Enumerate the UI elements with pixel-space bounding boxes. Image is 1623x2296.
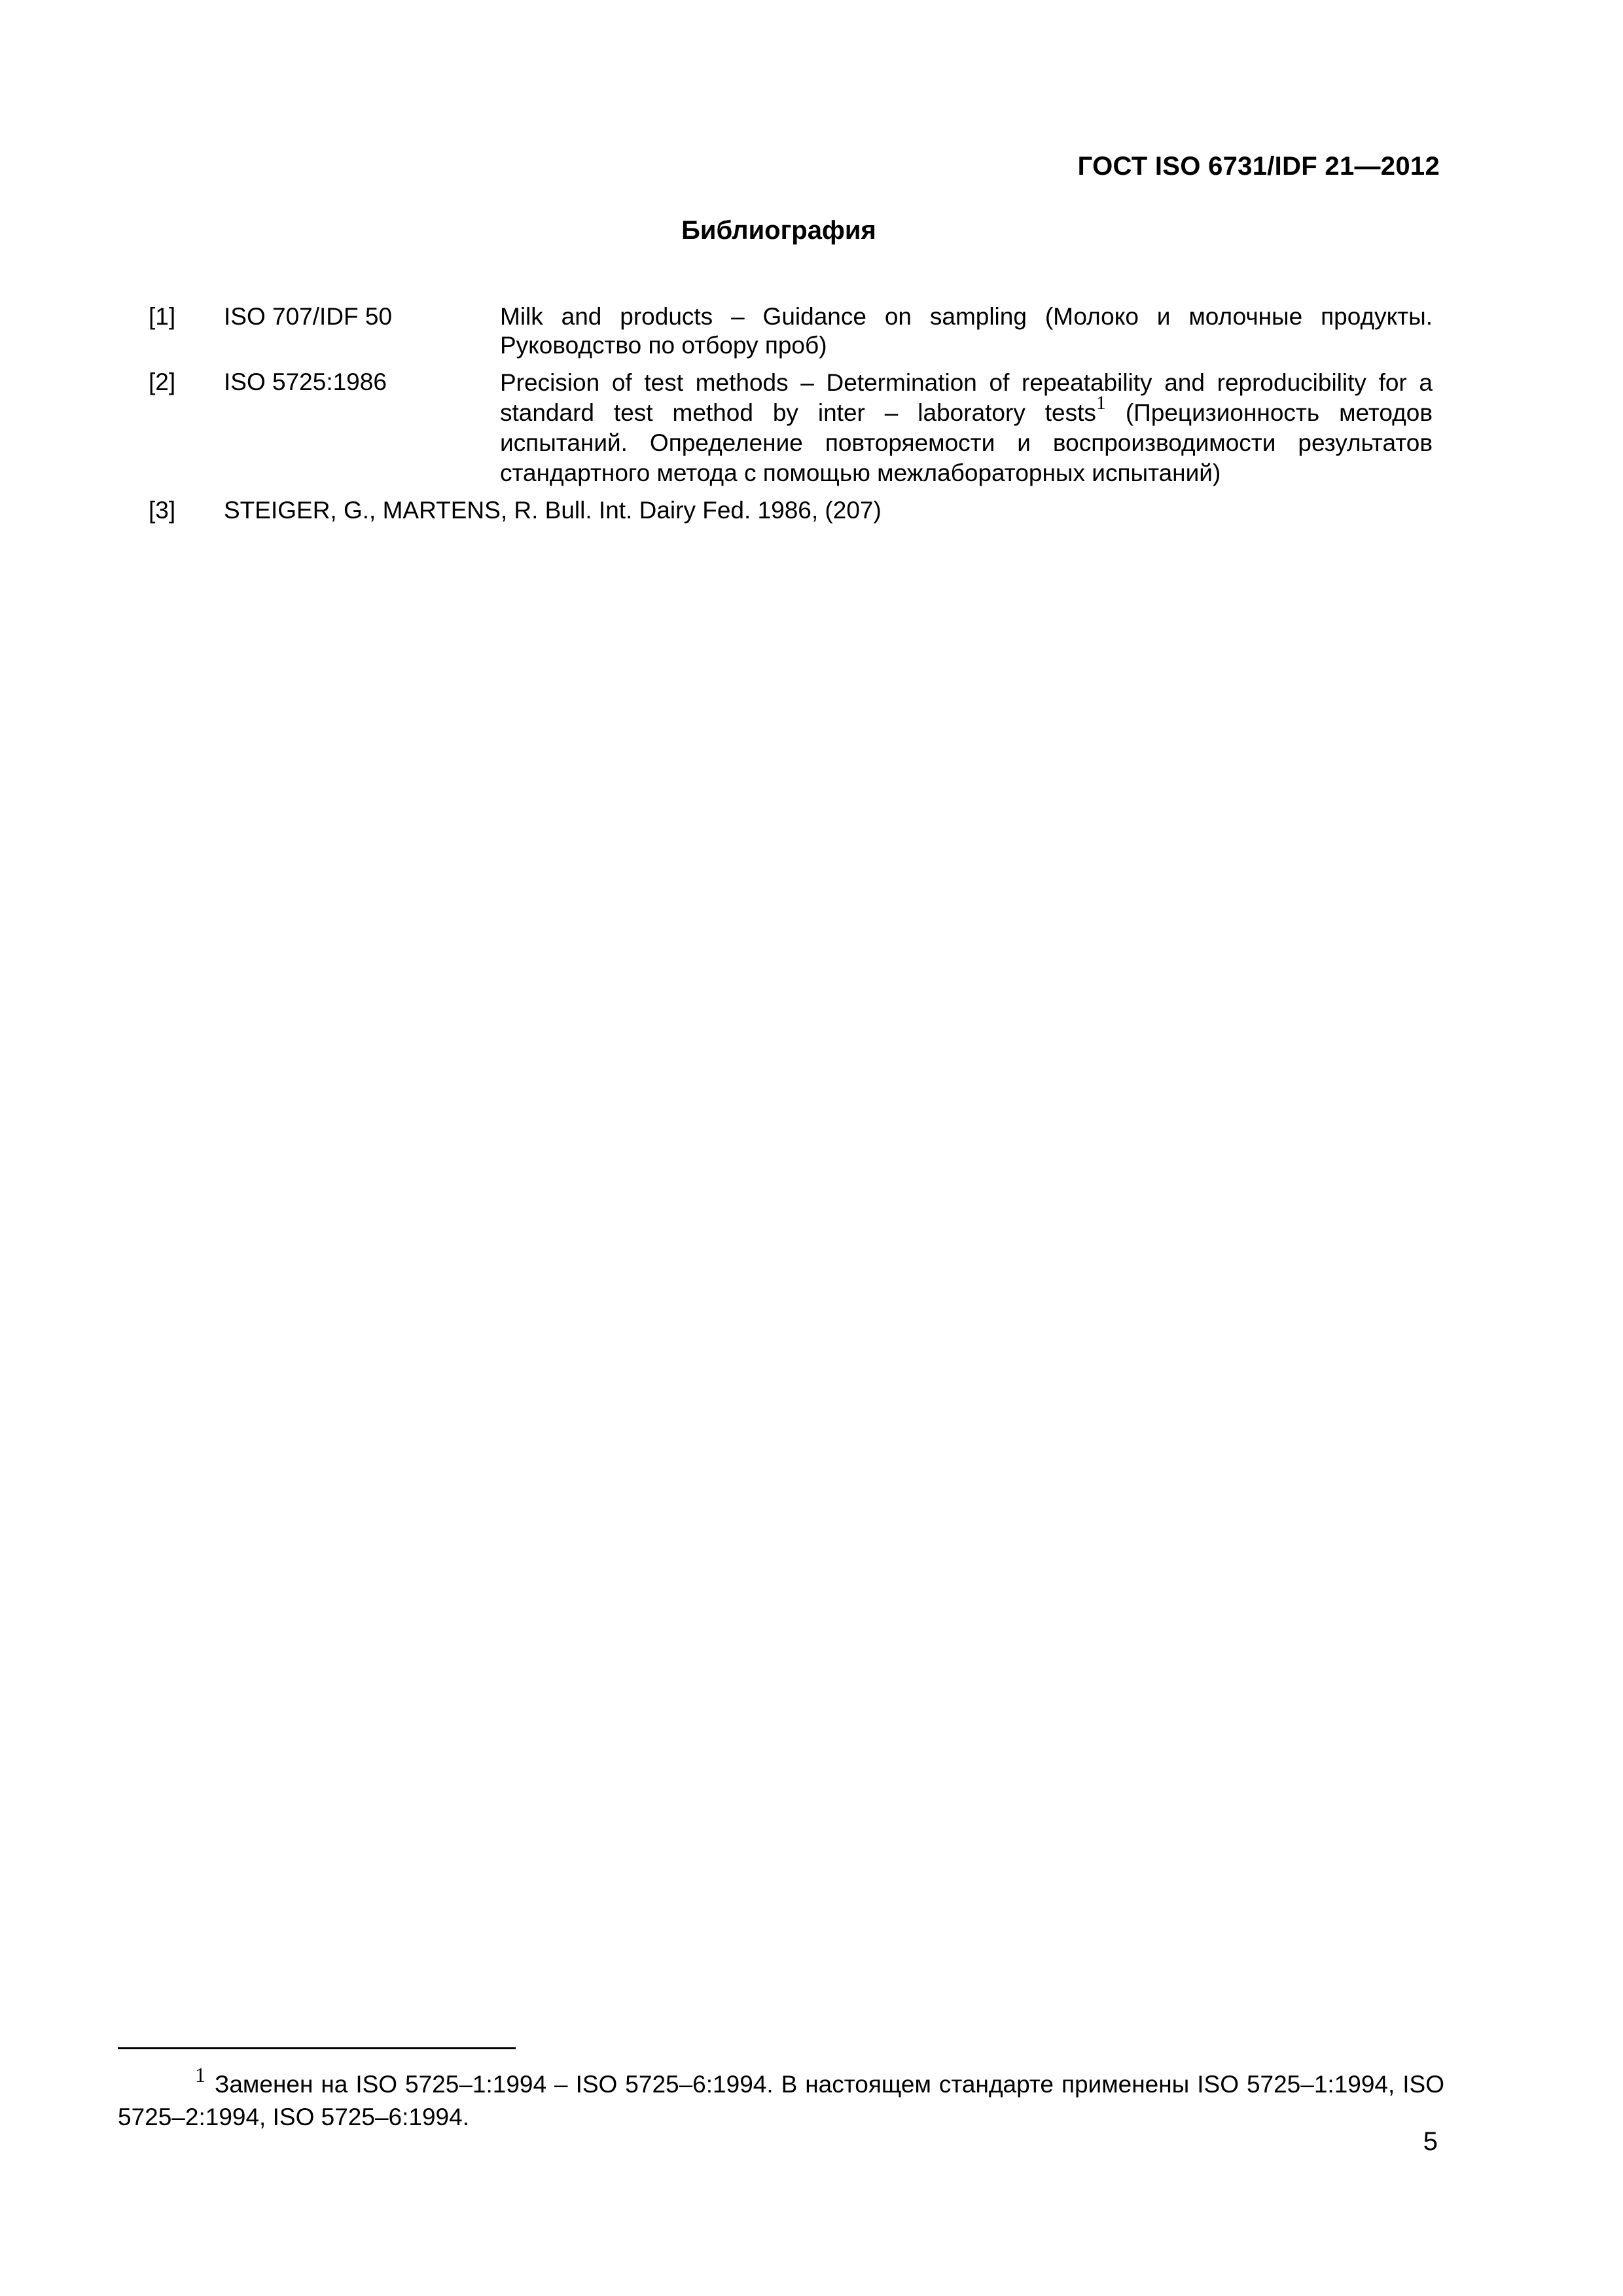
- entry-text-main: Precision of test methods – Determination of repeatability and reproducibility for a standard test method by inter – laboratory tests: [500, 369, 1433, 426]
- footnote-separator: [118, 2047, 516, 2049]
- page-number: 5: [1423, 2127, 1438, 2156]
- page-title: Библиография: [681, 216, 876, 245]
- entry-code: ISO 707/IDF 50: [224, 303, 393, 330]
- entry-code: ISO 5725:1986: [224, 368, 387, 395]
- bibliography-entry: [149, 496, 1433, 525]
- entry-number: [1]: [149, 303, 176, 330]
- entry-number: [2]: [149, 368, 176, 395]
- entry-number: [3]: [149, 497, 176, 524]
- bibliography-entry: [149, 302, 1433, 360]
- entry-text: Milk and products – Guidance on sampling (Молоко и молочные продукты. Руководство по отбору проб): [500, 303, 1433, 359]
- footnote-reference: 1: [1096, 392, 1106, 414]
- entry-text: STEIGER, G., MARTENS, R. Bull. Int. Dairy Fed. 1986, (207): [224, 497, 882, 524]
- footnote: [118, 2063, 1444, 2134]
- bibliography-list: [149, 302, 1433, 530]
- footnote-marker: 1: [195, 2063, 205, 2087]
- bibliography-entry: [149, 368, 1433, 488]
- entry-text-translation: (Прецизионность методов испытаний. Определение повторяемости и воспроизводимости результатов стандартного метода с помощью межлабораторных испытаний): [500, 399, 1433, 486]
- document-code: ГОСТ ISO 6731/IDF 21—2012: [1077, 152, 1440, 181]
- footnote-text: Заменен на ISO 5725–1:1994 – ISO 5725–6:1994. В настоящем стандарте применены ISO 5725–1:1994, ISO 5725–2:1994, ISO 5725–6:1994.: [118, 2071, 1444, 2130]
- entry-text: [500, 368, 1433, 488]
